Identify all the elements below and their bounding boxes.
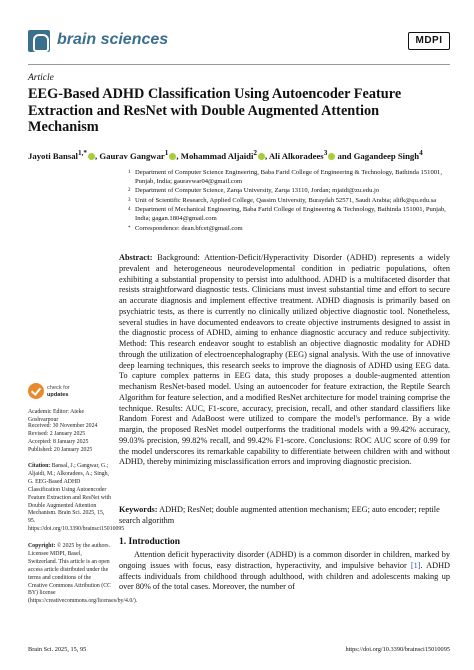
abstract-text: Background: Attention-Deficit/Hyperactivity Disorder (ADHD) represents a widely prevalent and heterogeneous neurodevelopmental condition in pediatric populations, often exhibiting a substantial propensity to persist into adulthood. ADHD is a multifaceted disorder that resists straightforward diagnostic tests. Clinicians must invest substantial time and effort to secure an accurate diagnosis and implement effective treatment. ADHD diagnosis is primarily based on psychiatric tests, as there is currently no clinically utilized objective diagnostic tool. Nonetheless, several studies in have documented endeavors to create objective instruments designed to assist in the diagnostic process of ADHD, aiming to enhance diagnostic accuracy and reduce subjectivity. Method: This research endeavor sought to establish an objective diagnostic modality for ADHD through the utilization of electroencephalography (EEG) signal analysis. With the use of innovative deep learning techniques, this research seeks to improve the diagnosis of ADHD using EEG data. To capture complex patterns in EEG data, this study proposes a double-augmented attention mechanism ResNet-based model. Using an autoencoder for feature extraction, the Reptile Search Algorithm for feature selection, and a modified ResNet architecture for model training comprise the technique. Results: AUC, F1-score, accuracy, precision, recall, and other standard classifiers like Random Forest and AdaBoost were utilized to compare the model's performance. By a wide margin, the proposed ResNet model outperforms the traditional models with a 99.42% accuracy, 99.03% precision, 99.82% recall, and 99.42% F1-score. Conclusions: ROC AUC score of 0.99 for the model underscores its remarkable capability to differentiate between children with and without ADHD, thereby minimizing misclassification errors and improving diagnostic precision. [119, 253, 451, 467]
author-name: Gagandeep Singh [353, 150, 420, 161]
section-heading: 1. Introduction [119, 537, 181, 547]
published-date: Published: 20 January 2025 [28, 447, 93, 453]
author-affiliation-mark: 1,* [77, 149, 88, 157]
affiliation-item: 4 Department of Mechanical Engineering, Baba Farid College of Engineering & Technology, Bathinda 151001, Punjab, India; gagan.1804@gmail.com [128, 206, 446, 222]
abstract-label: Abstract: [119, 253, 153, 262]
affiliations [119, 169, 459, 234]
reference-link[interactable]: [1] [410, 560, 421, 570]
abstract [119, 253, 450, 468]
academic-editor: Academic Editor: Ateke Goshvarpour [28, 409, 85, 423]
affiliation-item: 2 Department of Computer Science, Zarqa University, Zarqa 13110, Jordan; mjaidi@zu.edu.jo [128, 187, 380, 195]
footer-citation: Brain Sci. 2025, 15, 95 [28, 646, 87, 653]
correspondence: * Correspondence: dean.bfcet@gmail.com [128, 224, 243, 232]
orcid-icon[interactable] [169, 153, 176, 160]
article-type: Article [28, 73, 54, 83]
received-date: Received: 30 November 2024 [28, 423, 98, 429]
copyright-text: © 2025 by the authors. Licensee MDPI, Basel, Switzerland. This article is an open access article distributed under the terms and conditions of the Creative Commons Attribution (CC BY) license (https://creativecommons.org/licenses/by/4.0/). [28, 543, 138, 605]
author-name: Mohammad Aljaidi [180, 150, 254, 161]
accepted-date: Accepted: 8 January 2025 [28, 439, 89, 445]
journal-name: brain sciences [57, 31, 169, 48]
author-affiliation-mark: 2 [253, 149, 258, 157]
check-for-updates-icon[interactable] [28, 383, 44, 399]
header-divider [28, 64, 450, 65]
orcid-icon[interactable] [328, 153, 335, 160]
author-name: Ali Alkoradees [268, 150, 324, 161]
citation [28, 463, 125, 534]
check-for-updates-label[interactable]: check for updates [47, 385, 70, 398]
author-name: Jayoti Bansal [28, 150, 78, 161]
author-name: Gaurav Gangwar [99, 150, 165, 161]
keywords-label: Keywords: [119, 505, 158, 514]
author-affiliation-mark: 1 [164, 149, 169, 157]
citation-text: Bansal, J.; Gangwar, G.; Aljaidi, M.; Alkoradees, A.; Singh, G. EEG-Based ADHD Classification Using Autoencoder Feature Extraction and ResNet with Double Augmented Attention Mechanism. Brain Sci. 2025, 15, 95. https://doi.org/10.3390/brainsci15010095 [28, 463, 125, 533]
keywords [119, 505, 450, 527]
affiliation-item: 3 Unit of Scientific Research, Applied College, Qassim University, Buraydah 52571, Saudi Arabia; alifk@qu.edu.sa [128, 196, 437, 204]
author-affiliation-mark: 4 [419, 149, 423, 157]
author-list: Jayoti Bansal$^{1,*}$ , Gaurav Gangwar$^1$ , Mohammad Aljaidi$^2$ , Ali Alkoradees$^3$ and Gagandeep Singh$^4$ [28, 149, 423, 161]
citation-label: Citation: [28, 463, 51, 469]
paper-title: EEG-Based ADHD Classification Using Autoencoder Feature Extraction and ResNet with Double Augmented Attention Mechanism [28, 86, 402, 135]
orcid-icon[interactable] [88, 153, 95, 160]
intro-paragraph: Attention deficit hyperactivity disorder (ADHD) is a common disorder in children, marked by ongoing issues with focus, easy distraction, hyperactivity, and impulsive behavior [1]. ADHD affects individuals from childhood through adulthood, with children and adolescents making up over 80% of the total cases. Moreover, the number of [119, 550, 450, 592]
copyright [28, 543, 138, 606]
author-affiliation-mark: 3 [323, 149, 328, 157]
publisher-logo: MDPI [408, 32, 450, 50]
revised-date: Revised: 2 January 2025 [28, 431, 86, 437]
footer-doi-link[interactable]: https://doi.org/10.3390/brainsci15010095 [345, 646, 450, 653]
affiliation-item: 1 Department of Computer Science Engineering, Baba Farid College of Engineering & Technology, Bathinda 151001, Punjab, India; gauravwar04@gmail.com [128, 169, 442, 185]
copyright-label: Copyright: [28, 543, 56, 549]
orcid-icon[interactable] [258, 153, 265, 160]
journal-logo [28, 30, 50, 52]
keywords-text: ADHD; ResNet; double augmented attention mechanism; EEG; auto encoder; reptile search algorithm [119, 505, 440, 525]
